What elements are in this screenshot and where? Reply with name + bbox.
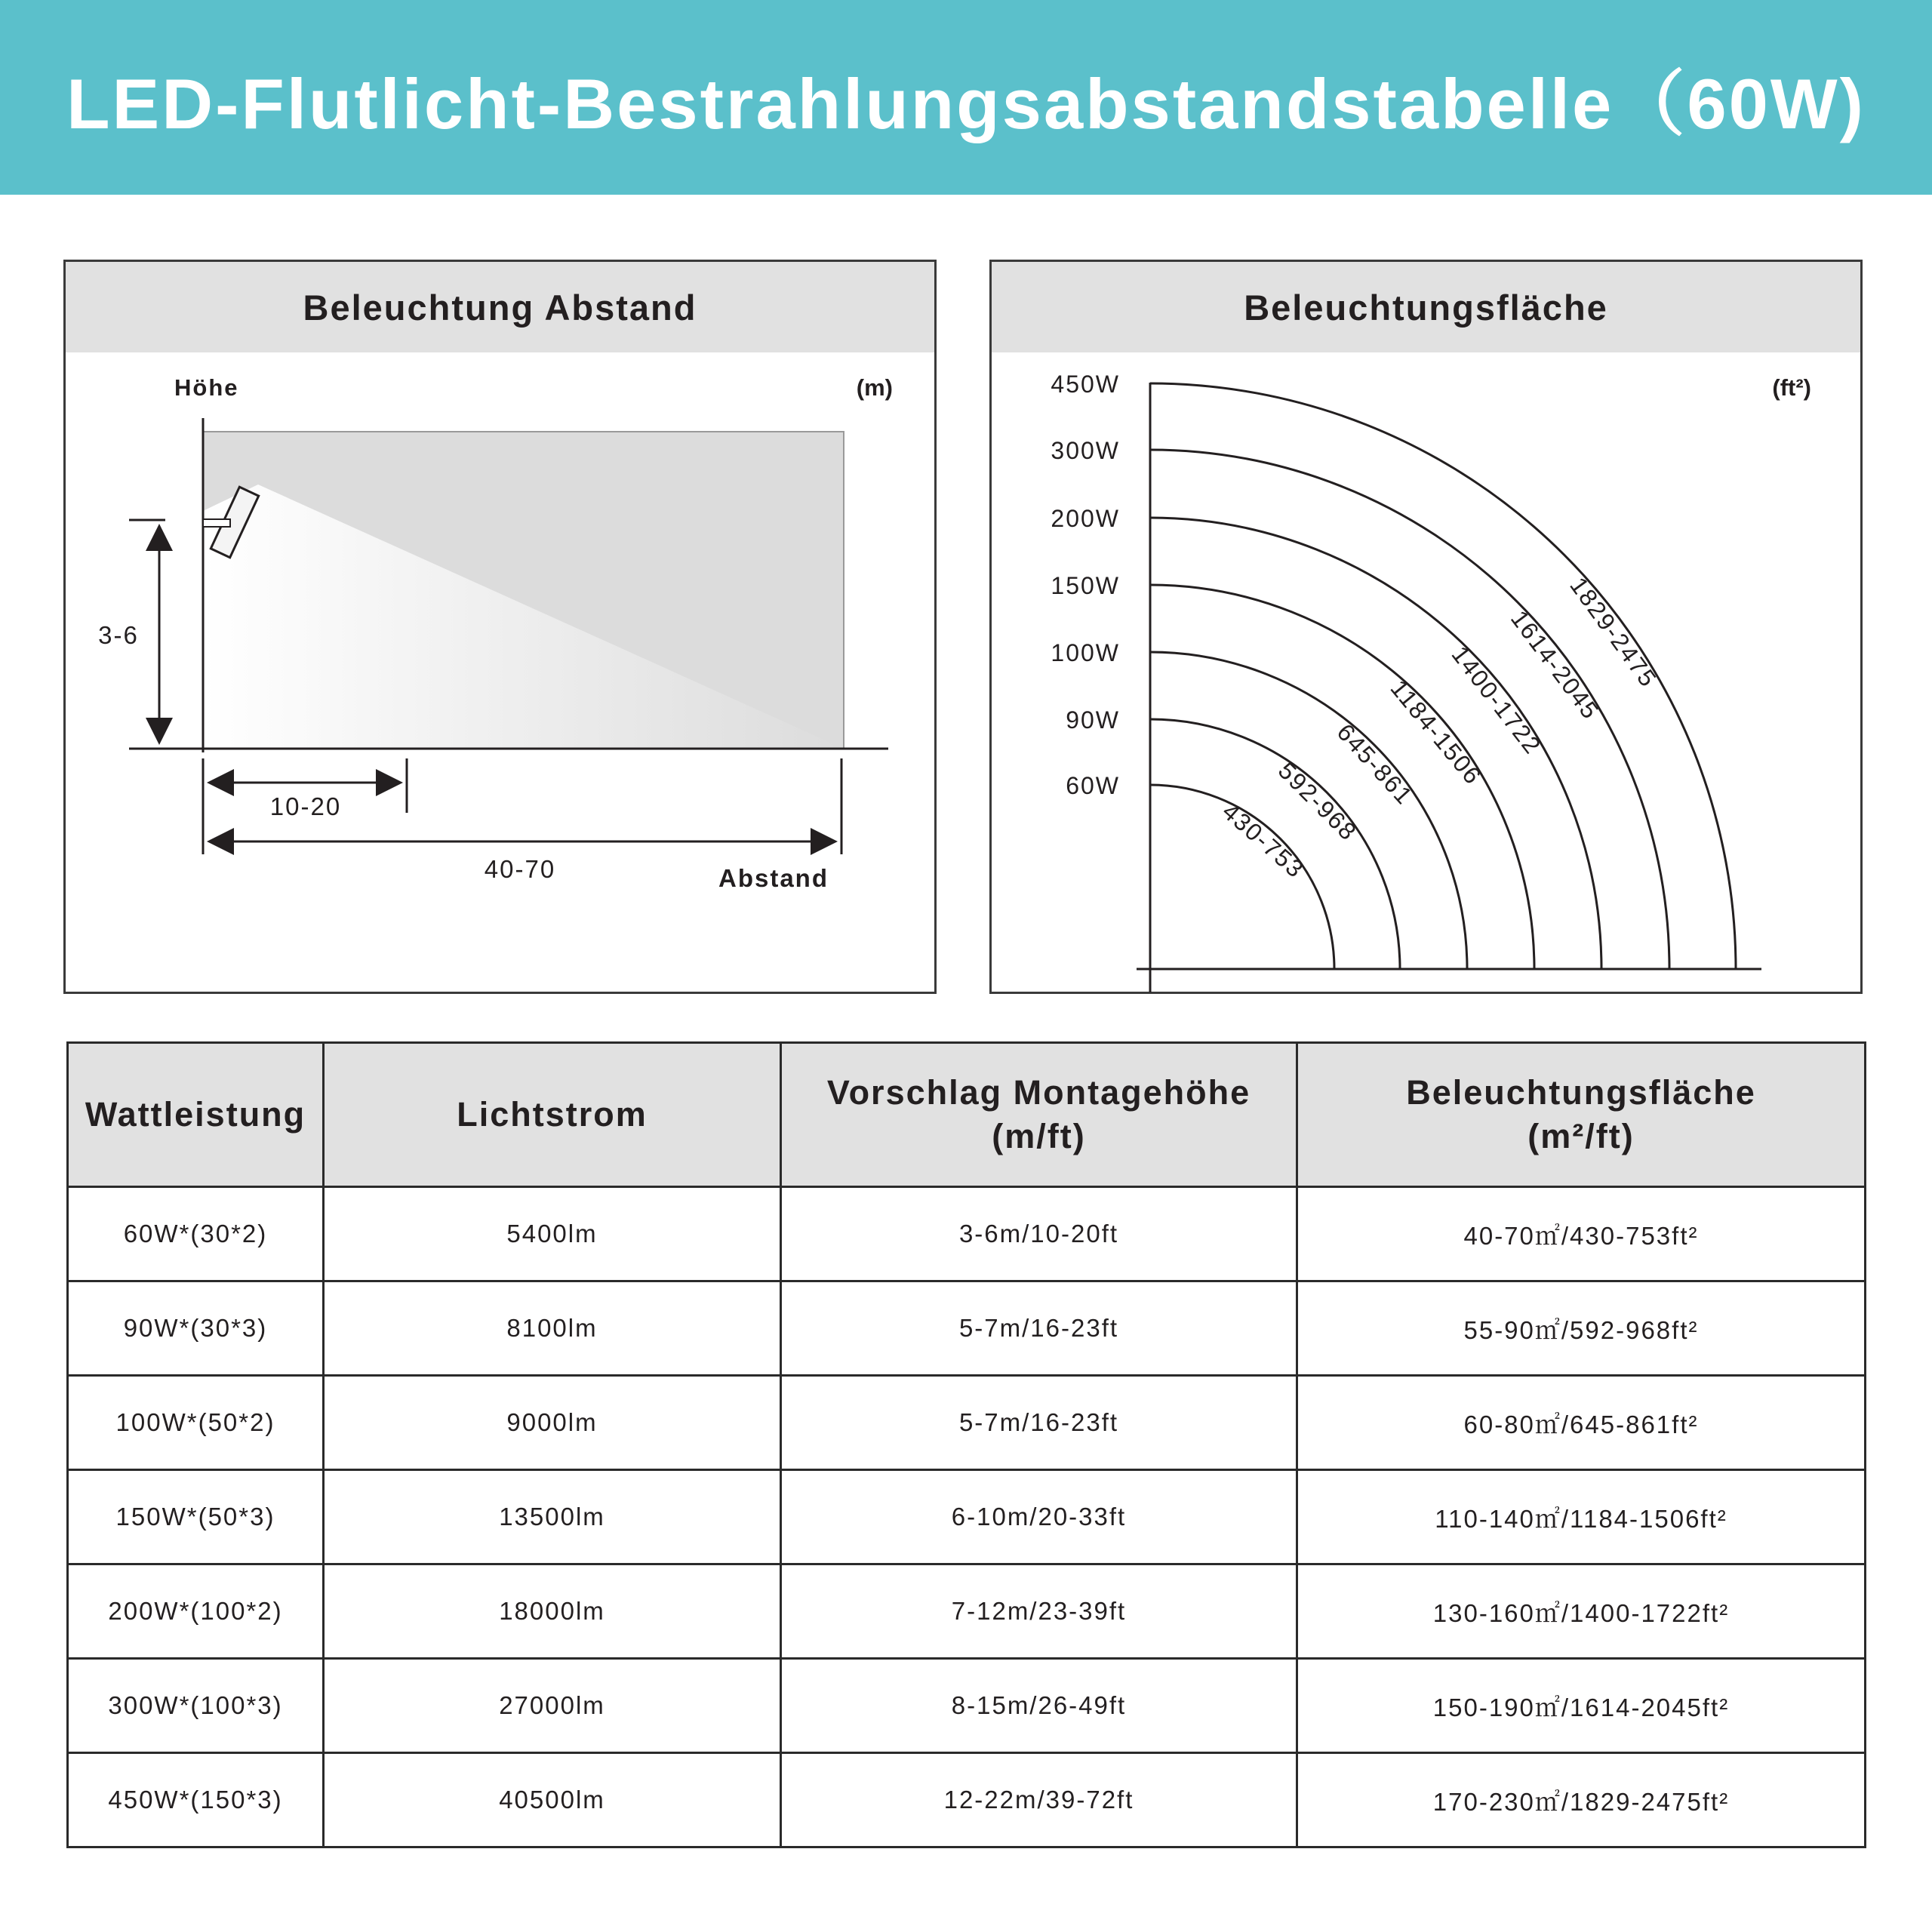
cell-wattage: 60W*(30*2) [68,1187,324,1281]
header-area [1297,1043,1866,1187]
table-row [68,1564,1866,1659]
area-unit-label: (ft²) [1772,374,1811,401]
cell-mount: 7-12m/23-39ft [781,1564,1297,1659]
area-range-label: 1184-1506 [1385,674,1487,790]
cell-wattage: 90W*(30*3) [68,1281,324,1376]
cell-flux: 8100lm [324,1281,781,1376]
area-panel-heading: Beleuchtungsfläche [992,262,1860,352]
height-value: 3-6 [98,621,139,649]
cell-wattage: 100W*(50*2) [68,1376,324,1470]
unit-label: (m) [856,374,893,401]
cell-mount: 3-6m/10-20ft [781,1187,1297,1281]
cell-flux: 9000lm [324,1376,781,1470]
header-wattage: Wattleistung [68,1043,324,1187]
cell-flux: 40500lm [324,1753,781,1847]
watt-label: 150W [1051,572,1120,599]
title-banner [0,0,1932,195]
cell-area: 55-90㎡/592-968ft² [1297,1281,1866,1376]
cell-flux: 13500lm [324,1470,781,1564]
table-header-row [68,1043,1866,1187]
height-axis-label: Höhe [174,374,239,401]
watt-label: 450W [1051,371,1120,398]
header-mount [781,1043,1297,1187]
watt-label: 300W [1051,437,1120,464]
distance-axis-label: Abstand [718,864,829,892]
table-row [68,1376,1866,1470]
area-range-label: 1400-1722 [1446,641,1547,760]
cell-wattage: 150W*(50*3) [68,1470,324,1564]
table-row [68,1659,1866,1753]
watt-label: 200W [1051,505,1120,532]
near-distance-value: 10-20 [269,792,342,820]
distance-panel [63,260,937,994]
area-range-label: 645-861 [1331,718,1419,811]
watt-label: 60W [1066,772,1120,799]
cell-area: 130-160㎡/1400-1722ft² [1297,1564,1866,1659]
far-distance-value: 40-70 [484,855,556,883]
cell-mount: 5-7m/16-23ft [781,1376,1297,1470]
cell-area: 40-70㎡/430-753ft² [1297,1187,1866,1281]
table-row [68,1187,1866,1281]
area-range-label: 1829-2475 [1564,572,1663,693]
cell-area: 170-230㎡/1829-2475ft² [1297,1753,1866,1847]
cell-area: 110-140㎡/1184-1506ft² [1297,1470,1866,1564]
cell-flux: 18000lm [324,1564,781,1659]
cell-flux: 5400lm [324,1187,781,1281]
cell-mount: 6-10m/20-33ft [781,1470,1297,1564]
header-flux: Lichtstrom [324,1043,781,1187]
watt-label: 100W [1051,639,1120,666]
area-range-label: 430-753 [1217,797,1310,884]
table-row [68,1281,1866,1376]
cell-wattage: 450W*(150*3) [68,1753,324,1847]
area-diagram [992,262,1865,996]
table-row [68,1753,1866,1847]
cell-area: 150-190㎡/1614-2045ft² [1297,1659,1866,1753]
area-range-label: 592-968 [1272,756,1363,847]
distance-diagram [66,262,939,996]
area-panel [989,260,1863,994]
cell-area: 60-80㎡/645-861ft² [1297,1376,1866,1470]
cell-mount: 5-7m/16-23ft [781,1281,1297,1376]
header-mount-line2: (m/ft) [992,1117,1086,1155]
cell-wattage: 200W*(100*2) [68,1564,324,1659]
page-title: LED-Flutlicht-Bestrahlungsabstandstabelle（60W) [66,63,1866,143]
watt-label: 90W [1066,706,1120,734]
header-area-line1: Beleuchtungsfläche [1406,1073,1756,1112]
cell-mount: 8-15m/26-49ft [781,1659,1297,1753]
arc-group [1051,371,1736,969]
cell-flux: 27000lm [324,1659,781,1753]
table-row [68,1470,1866,1564]
spec-table [66,1041,1866,1848]
area-range-label: 1614-2045 [1505,605,1605,725]
header-mount-line1: Vorschlag Montagehöhe [826,1073,1251,1112]
cell-wattage: 300W*(100*3) [68,1659,324,1753]
header-area-line2: (m²/ft) [1527,1117,1635,1155]
cell-mount: 12-22m/39-72ft [781,1753,1297,1847]
distance-panel-heading: Beleuchtung Abstand [66,262,934,352]
